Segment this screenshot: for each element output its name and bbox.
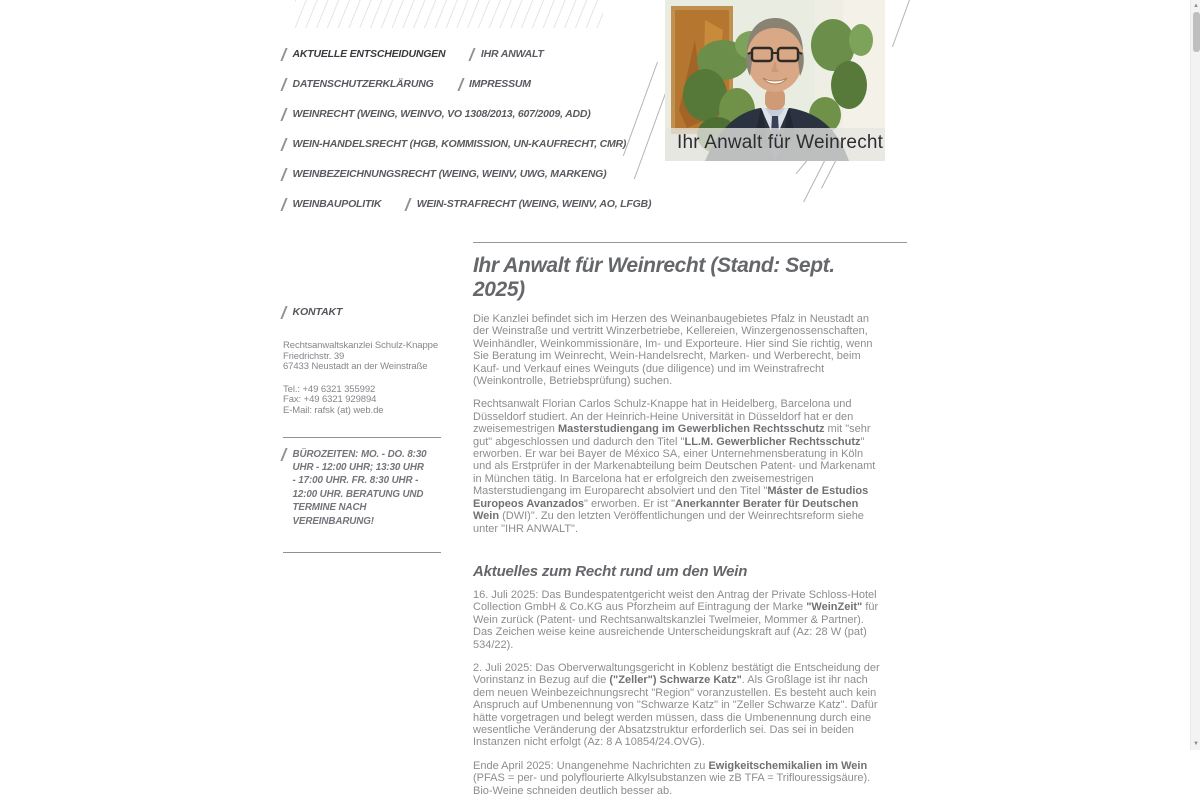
vertical-scrollbar[interactable] bbox=[1190, 0, 1200, 750]
content-divider bbox=[473, 242, 907, 243]
slash-decoration bbox=[623, 62, 658, 156]
nav-item-label: DATENSCHUTZERKLÄRUNG bbox=[292, 78, 434, 90]
slash-icon bbox=[280, 198, 287, 211]
slash-icon bbox=[280, 448, 287, 461]
office-hours-text: BÜROZEITEN: MO. - DO. 8:30 UHR - 12:00 UHR; 13:30 UHR - 17:00 UHR. FR. 8:30 UHR - 12:00 UHR. BERATUNG UND TERMINE NACH VEREINBARUNG! bbox=[292, 448, 427, 527]
slash-icon bbox=[280, 138, 287, 151]
nav-item-impressum[interactable] bbox=[460, 78, 531, 91]
address-line: Friedrichstr. 39 bbox=[283, 350, 345, 362]
slash-decoration bbox=[803, 161, 825, 202]
nav-row bbox=[283, 48, 613, 61]
nav-item-label: WEINBEZEICHNUNGSRECHT (WEING, WEINV, UWG, MARKENG) bbox=[292, 168, 607, 180]
main-content bbox=[473, 254, 881, 808]
nav-item-datenschutzerkl-rung[interactable] bbox=[283, 78, 434, 91]
nav-row bbox=[283, 108, 613, 121]
nav-item-ihr-anwalt[interactable] bbox=[471, 48, 543, 61]
nav-item-label: IMPRESSUM bbox=[469, 78, 531, 90]
nav-item-label: WEIN-HANDELSRECHT (HGB, KOMMISSION, UN-KAUFRECHT, CMR) bbox=[292, 138, 627, 150]
address-block bbox=[283, 341, 445, 373]
main-nav bbox=[283, 48, 652, 228]
slash-icon bbox=[457, 78, 464, 91]
news-item: Ende April 2025: Unangenehme Nachrichten zu Ewigkeitschemikalien im Wein (PFAS = per- und polyflourierte Alkylsubstanzen wie zB TFA = Triflouressigsäure). Bio-Weine schneiden deutlich besser ab. bbox=[473, 759, 871, 797]
nav-row bbox=[283, 138, 627, 151]
intro-paragraph: Die Kanzlei befindet sich im Herzen des Weinanbaugebietes Pfalz in Neustadt an der Weinstraße und vertritt Winzerbetriebe, Kellereien, Winzergenossenschaften, Weinhändler, Weinkommissionäre, Im- und Exporteure. Hier sind Sie richtig, wenn Sie Beratung im Weinrecht, Wein-Handelsrecht, Marken- und Werberecht, beim Kauf- und Verkauf eines Weinguts (due diligence) und im Weinstrafrecht (Weinkontrolle, Betriebsprüfung) suchen. bbox=[473, 313, 873, 388]
address-line: 67433 Neustadt an der Weinstraße bbox=[283, 361, 428, 373]
slash-icon bbox=[469, 48, 476, 61]
slash-icon bbox=[280, 48, 287, 61]
kontakt-label: KONTAKT bbox=[292, 306, 343, 318]
contact-line: Tel.: +49 6321 355992 bbox=[283, 383, 376, 395]
news-section-title: Aktuelles zum Recht rund um den Wein bbox=[473, 562, 748, 580]
photo-caption: Ihr Anwalt für Weinrecht bbox=[665, 128, 885, 161]
news-item: 16. Juli 2025: Das Bundespatentgericht weist den Antrag der Private Schloss-Hotel Collection GmbH & Co.KG aus Pforzheim auf Eintragung der Marke "WeinZeit" für Wein zurück (Patent- und Rechtsanwaltskanzlei Twelmeier, Mommer & Partner). Das Zeichen weise keine ausreichende Unterscheidungskraft auf (Az: 28 W (pat) 534/22). bbox=[473, 588, 879, 651]
sidebar bbox=[283, 306, 445, 553]
nav-item-label: WEINBAUPOLITIK bbox=[292, 198, 382, 210]
contact-line: Fax: +49 6321 929894 bbox=[283, 394, 377, 406]
slash-icon bbox=[280, 78, 287, 91]
scroll-up-icon[interactable]: ▲ bbox=[1193, 3, 1199, 9]
slash-decoration bbox=[892, 0, 910, 47]
nav-item-weinbaupolitik[interactable] bbox=[283, 198, 381, 211]
nav-row bbox=[283, 78, 613, 91]
sidebar-divider bbox=[283, 552, 441, 553]
scroll-down-icon[interactable]: ▼ bbox=[1193, 741, 1199, 747]
slash-icon bbox=[405, 198, 412, 211]
nav-item-label: IHR ANWALT bbox=[480, 48, 544, 60]
nav-item-label: WEINRECHT (WEING, WEINVO, VO 1308/2013, 607/2009, ADD) bbox=[292, 108, 591, 120]
sidebar-divider bbox=[283, 437, 441, 438]
kontakt-heading bbox=[283, 306, 445, 319]
slash-decoration bbox=[634, 85, 669, 179]
slash-icon bbox=[280, 306, 287, 319]
office-hours-block bbox=[283, 448, 445, 528]
slash-decoration bbox=[796, 160, 808, 174]
news-item: 2. Juli 2025: Das Oberverwaltungsgericht in Koblenz bestätigt die Entscheidung der Vorinstanz in Bezug auf die ("Zeller") Schwarze Katz". Als Großlage ist ihr nach dem neuen Weinbezeichnungsrecht "Region" voranzustellen. Es besteht auch kein Anspruch auf Umbenennung von "Schwarze Katz" in "Zeller Schwarze Katz". Dafür hätte vorgetragen und belegt werden müssen, dass die Umbenennung durch eine wesentliche Veränderung der Absatzstruktur erforderlich sei. Das sei in beiden Instanzen nicht erfolgt (Az: 8 A 10854/24.OVG). bbox=[473, 661, 880, 749]
bio-paragraph: Rechtsanwalt Florian Carlos Schulz-Knappe hat in Heidelberg, Barcelona und Düsseldorf studiert. An der Heinrich-Heine Universität in Düsseldorf hat er den zweisemestrigen Masterstudiengang im Gewerblichen Rechtsschutz mit "sehr gut" abgeschlossen und dadurch den Titel "LL.M. Gewerblicher Rechtsschutz" erworben. Er war bei Bayer de México SA, einer Unternehmensberatung in Köln und als Erstprüfer in der Markenabteilung beim Deutschen Patent- und Markenamt in München tätig. In Barcelona hat er erfolgreich den zweisemestrigen Masterstudiengang im Europarecht absolviert und den Titel "Máster de Estudios Europeos Avanzados" erworben. Er ist "Anerkannter Berater für Deutschen Wein (DWI)". Zu den letzten Veröffentlichungen und der Weinrechtsreform siehe unter "IHR ANWALT". bbox=[473, 398, 876, 535]
nav-row bbox=[283, 168, 613, 181]
scrollbar-thumb[interactable] bbox=[1193, 12, 1200, 52]
nav-row bbox=[283, 198, 652, 211]
nav-item-weinbezeichnungsrecht-weing-weinv-uwg-mark[interactable] bbox=[283, 168, 606, 181]
lawyer-portrait-photo bbox=[665, 0, 885, 161]
news-list bbox=[473, 589, 881, 797]
slash-icon bbox=[280, 168, 287, 181]
page-title: Ihr Anwalt für Weinrecht (Stand: Sept. 2025) bbox=[473, 254, 835, 301]
hatch-pattern-decoration bbox=[295, 0, 603, 28]
slash-icon bbox=[280, 108, 287, 121]
nav-item-aktuelle-entscheidungen[interactable] bbox=[283, 48, 445, 61]
contact-lines-block bbox=[283, 385, 445, 417]
address-line: Rechtsanwaltskanzlei Schulz-Knappe bbox=[283, 340, 439, 351]
nav-item-label: WEIN-STRAFRECHT (WEING, WEINV, AO, LFGB) bbox=[416, 198, 652, 210]
nav-item-weinrecht-weing-weinvo-vo-1308-2013-607-20[interactable] bbox=[283, 108, 591, 121]
nav-item-wein-handelsrecht-hgb-kommission-un-kaufre[interactable] bbox=[283, 138, 626, 151]
nav-item-wein-strafrecht-weing-weinv-ao-lfgb[interactable] bbox=[407, 198, 651, 211]
nav-item-label: AKTUELLE ENTSCHEIDUNGEN bbox=[292, 48, 446, 60]
contact-line: E-Mail: rafsk (at) web.de bbox=[283, 404, 384, 416]
